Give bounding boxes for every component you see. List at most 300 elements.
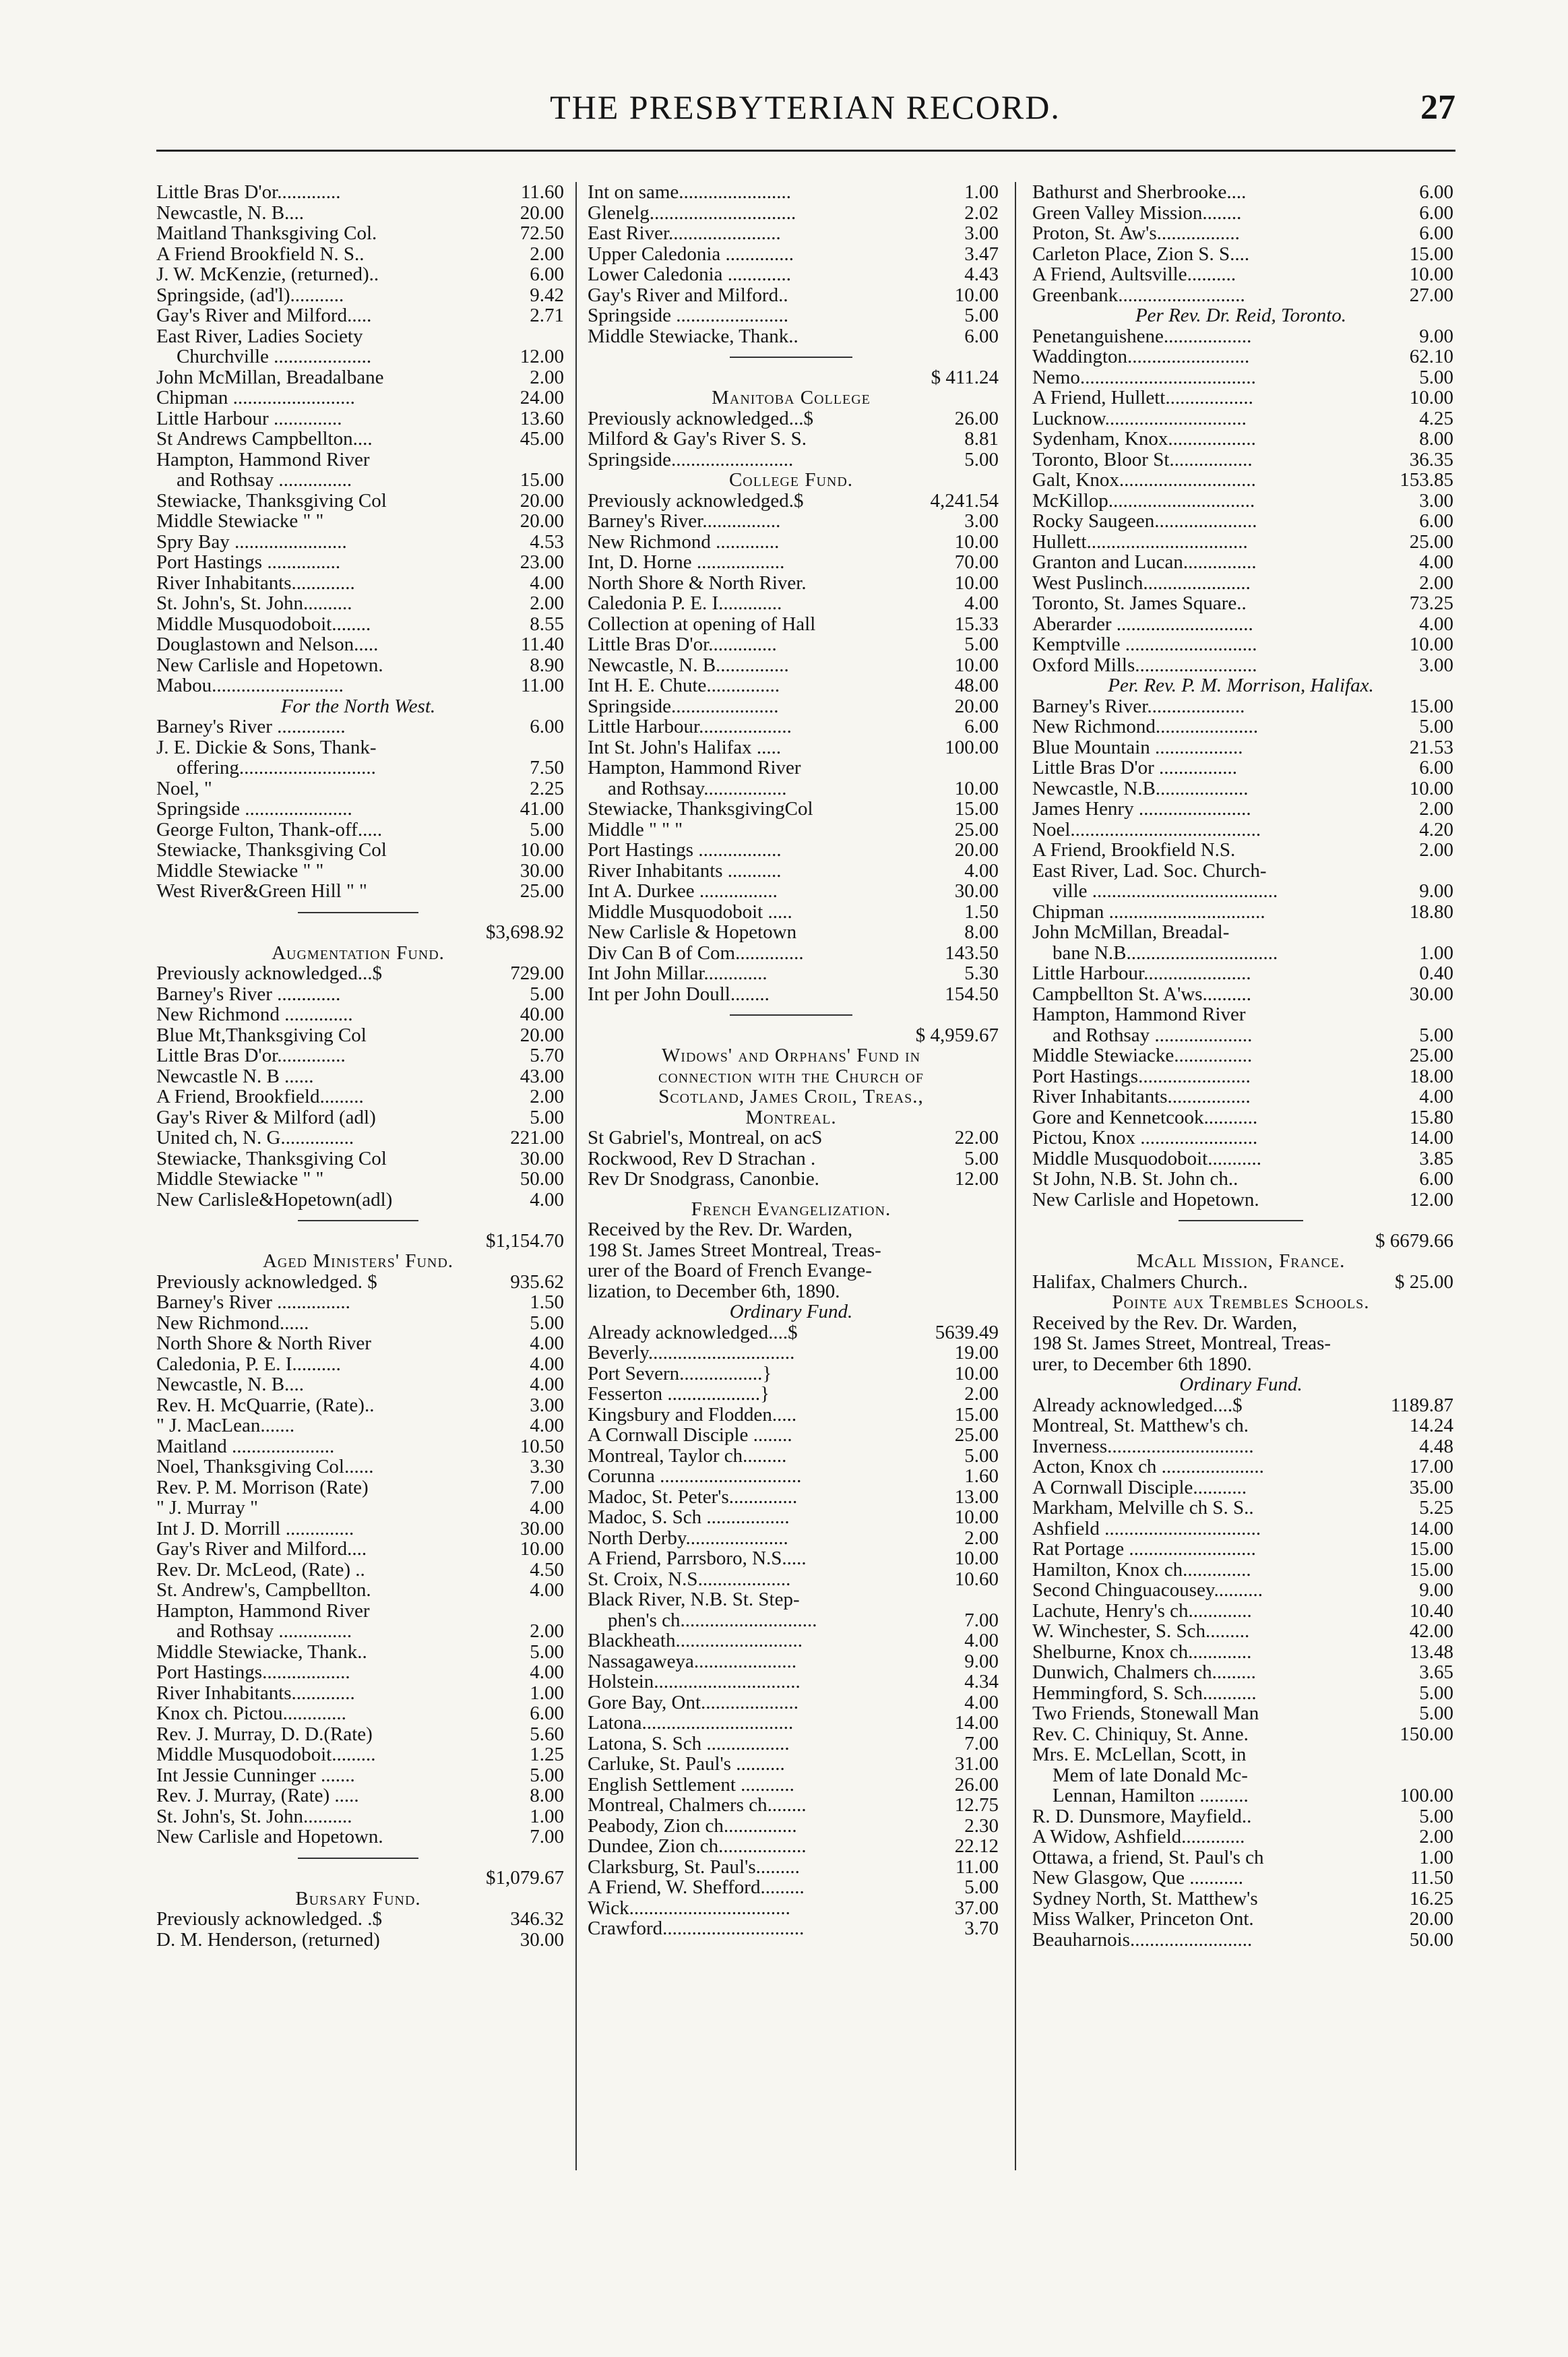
entry-amount: 154.50 <box>945 983 999 1004</box>
ledger-entry <box>156 367 564 388</box>
fund-heading <box>588 388 999 408</box>
entry-amount: 14.00 <box>1409 1518 1453 1539</box>
entry-label: Middle Stewiacke " " <box>156 511 324 532</box>
entry-label: Little Bras D'or.............. <box>588 634 777 655</box>
entry-label: Per. Rev. P. M. Morrison, Halifax. <box>1108 675 1374 696</box>
ledger-entry <box>156 1436 564 1457</box>
ledger-entry <box>1032 1149 1453 1169</box>
ledger-entry <box>156 820 564 840</box>
entry-label: Rev. J. Murray, (Rate) ..... <box>156 1785 359 1806</box>
entry-label: Noel, Thanksgiving Col...... <box>156 1457 374 1477</box>
entry-label: Ashfield ................................ <box>1032 1518 1261 1539</box>
ledger-entry <box>156 675 564 696</box>
journal-title: THE PRESBYTERIAN RECORD. <box>550 88 1061 126</box>
entry-label <box>1032 1231 1371 1252</box>
ledger-entry <box>156 1662 564 1683</box>
total-rule <box>156 1210 564 1231</box>
ledger-entry <box>588 1507 999 1528</box>
entry-label: Hampton, Hammond River <box>156 449 370 470</box>
ledger-entry <box>588 408 999 429</box>
entry-amount: 10.60 <box>954 1568 999 1589</box>
ledger-entry <box>588 1713 999 1734</box>
entry-label: Middle " " " <box>588 819 683 840</box>
entry-amount: 2.00 <box>530 1086 564 1107</box>
entry-amount <box>560 696 564 717</box>
ledger-entry <box>588 1651 999 1672</box>
entry-label: Lucknow............................. <box>1032 408 1247 429</box>
ledger-entry <box>156 1004 564 1025</box>
entry-label: Port Hastings....................... <box>1032 1066 1251 1086</box>
ledger-entry <box>156 634 564 655</box>
entry-label <box>1032 1210 1449 1231</box>
entry-label: New Richmond..................... <box>1032 716 1259 737</box>
entry-amount <box>995 346 999 367</box>
entry-amount: 3.00 <box>1419 490 1453 511</box>
entry-label: Glenelg.............................. <box>588 202 796 223</box>
ledger-entry <box>156 1785 564 1806</box>
ledger-entry <box>1032 1169 1453 1190</box>
ledger-entry <box>1032 470 1453 491</box>
entry-amount: 10.00 <box>1409 264 1453 285</box>
entry-label: Little Harbour .............. <box>156 408 342 429</box>
entry-label: Montreal, Taylor ch......... <box>588 1445 787 1466</box>
entry-label: Miss Walker, Princeton Ont. <box>1032 1909 1254 1930</box>
entry-amount: 3.00 <box>530 1395 564 1415</box>
ledger-entry <box>156 1025 564 1046</box>
ledger-entry <box>588 861 999 882</box>
entry-label: Rev. Dr. McLeod, (Rate) .. <box>156 1559 365 1580</box>
ledger-entry <box>588 675 999 696</box>
entry-label: Hampton, Hammond River <box>1032 1004 1246 1025</box>
entry-amount: $ 25.00 <box>1395 1271 1453 1292</box>
ledger-entry <box>588 820 999 840</box>
ledger-entry <box>156 1149 564 1169</box>
ledger-entry <box>1032 244 1453 265</box>
entry-amount: 6.00 <box>1419 758 1453 778</box>
entry-amount <box>1449 1292 1453 1313</box>
entry-amount: 3.70 <box>964 1918 999 1939</box>
entry-label: Port Hastings ................. <box>588 840 782 861</box>
entry-amount <box>995 470 999 491</box>
ledger-entry <box>588 491 999 512</box>
ledger-entry <box>588 1734 999 1754</box>
ledger-entry <box>588 182 999 203</box>
ledger-entry <box>1032 840 1453 861</box>
entry-label: Gore Bay, Ont.................... <box>588 1692 799 1713</box>
entry-amount: 10.00 <box>1409 634 1453 655</box>
fund-heading <box>588 470 999 491</box>
entry-label: Stewiacke, Thanksgiving Col <box>156 490 387 511</box>
entry-amount: 25.00 <box>520 881 564 902</box>
entry-amount: 15.00 <box>954 1404 999 1425</box>
entry-amount: 4.00 <box>964 1692 999 1713</box>
entry-amount: 22.00 <box>954 1128 999 1149</box>
entry-label: Middle Musquodoboit......... <box>156 1744 376 1765</box>
entry-amount: 15.33 <box>954 613 999 634</box>
entry-amount: 72.50 <box>520 223 564 244</box>
ledger-entry <box>588 429 999 450</box>
entry-amount: 4.00 <box>530 1498 564 1519</box>
fund-note <box>588 1219 999 1240</box>
entry-label: East River, Lad. Soc. Church- <box>1032 860 1267 881</box>
ledger-entry <box>1032 1889 1453 1909</box>
entry-label: A Cornwall Disciple........... <box>1032 1477 1247 1498</box>
entry-label: For the North West. <box>280 696 436 716</box>
entry-label: Peabody, Zion ch............... <box>588 1815 797 1836</box>
entry-label: Int St. John's Halifax ..... <box>588 737 782 758</box>
ledger-entry <box>588 1322 999 1343</box>
entry-label: Previously acknowledged. $ <box>156 1271 377 1292</box>
entry-label: Dunwich, Chalmers ch......... <box>1032 1662 1256 1683</box>
entry-amount: 1.00 <box>1419 942 1453 963</box>
fund-total <box>1032 1231 1453 1252</box>
ledger-entry <box>1032 984 1453 1005</box>
entry-amount: 9.00 <box>1419 326 1453 346</box>
ledger-entry <box>1032 902 1453 923</box>
entry-label: Barney's River .............. <box>156 716 346 737</box>
ledger-entry-continued <box>1032 881 1453 902</box>
entry-label: East River, Ladies Society <box>156 326 363 346</box>
ledger-entry <box>156 1930 564 1951</box>
ledger-entry-continued <box>1032 1785 1453 1806</box>
entry-label: urer, to December 6th 1890. <box>1032 1353 1252 1374</box>
entry-amount: 12.75 <box>954 1795 999 1816</box>
entry-label <box>156 922 482 943</box>
entry-amount <box>995 1107 999 1128</box>
entry-amount: 15.00 <box>1409 243 1453 264</box>
entry-amount: 26.00 <box>954 1774 999 1795</box>
entry-label: and Rothsay ............... <box>177 470 352 491</box>
ledger-entry <box>588 1466 999 1487</box>
entry-label: A Friend, Aultsville.......... <box>1032 264 1236 285</box>
entry-amount: 1.00 <box>530 1682 564 1703</box>
entry-amount <box>560 1889 564 1909</box>
entry-label: Scotland, James Croil, Treas., <box>658 1086 924 1107</box>
entry-amount <box>1449 1333 1453 1354</box>
column-divider <box>1015 182 1016 2170</box>
entry-amount: 2.00 <box>530 1621 564 1642</box>
entry-label: Int J. D. Morrill .............. <box>156 1518 354 1539</box>
entry-label: Penetanguishene.................. <box>1032 326 1252 346</box>
entry-amount: 2.00 <box>530 243 564 264</box>
entry-label: Spry Bay ....................... <box>156 531 347 552</box>
entry-label: Oxford Mills......................... <box>1032 654 1257 675</box>
page-header <box>155 88 1455 142</box>
entry-label: McKillop.............................. <box>1032 490 1255 511</box>
ledger-entry <box>1032 1436 1453 1457</box>
entry-label: New Richmond ............. <box>588 531 780 552</box>
ledger-entry <box>588 203 999 224</box>
column-2 <box>588 182 999 1939</box>
fund-total <box>156 1231 564 1252</box>
entry-amount: 4.34 <box>964 1672 999 1692</box>
entry-label: Halifax, Chalmers Church.. <box>1032 1271 1248 1292</box>
entry-amount: 2.00 <box>1419 572 1453 593</box>
ledger-entry <box>588 223 999 244</box>
ledger-entry <box>1032 1621 1453 1642</box>
entry-label: Manitoba College <box>712 388 871 408</box>
entry-label: North Shore & North River <box>156 1333 371 1354</box>
ledger-entry <box>588 552 999 573</box>
ledger-entry-continued <box>156 346 564 367</box>
entry-label: New Glasgow, Que ........... <box>1032 1868 1244 1889</box>
ledger-entry <box>156 203 564 224</box>
ledger-entry <box>588 532 999 553</box>
ledger-entry <box>156 1498 564 1519</box>
entry-label: A Friend, Brookfield N.S. <box>1032 840 1236 861</box>
entry-label: Chipman ................................ <box>1032 901 1265 922</box>
entry-label: Rev. J. Murray, D. D.(Rate) <box>156 1723 373 1744</box>
entry-label: Montreal, Chalmers ch........ <box>588 1795 807 1816</box>
entry-label: 198 St. James Street, Montreal, Treas- <box>1032 1333 1331 1354</box>
entry-amount: 9.00 <box>964 1651 999 1672</box>
entry-amount: 9.42 <box>530 284 564 305</box>
entry-amount: 6.00 <box>1419 1169 1453 1190</box>
entry-amount: 3.30 <box>530 1457 564 1477</box>
ledger-entry <box>1032 367 1453 388</box>
entry-amount: $ 6679.66 <box>1375 1230 1453 1251</box>
ledger-entry <box>156 778 564 799</box>
ledger-entry <box>588 1528 999 1549</box>
entry-label: Aged Ministers' Fund. <box>262 1251 454 1272</box>
ledger-entry <box>156 305 564 326</box>
column-divider <box>575 182 577 2170</box>
ledger-entry <box>1032 182 1453 203</box>
ledger-entry <box>156 223 564 244</box>
entry-amount: 10.00 <box>954 1507 999 1528</box>
ledger-entry <box>588 1630 999 1651</box>
entry-amount: 10.00 <box>954 654 999 675</box>
entry-label: Lachute, Henry's ch............. <box>1032 1600 1252 1621</box>
entry-amount: 6.00 <box>1419 182 1453 203</box>
ledger-entry <box>1032 1128 1453 1149</box>
entry-label: Port Hastings.................. <box>156 1662 350 1683</box>
ledger-entry <box>588 799 999 820</box>
ledger-entry <box>588 285 999 306</box>
entry-amount: 19.00 <box>954 1343 999 1364</box>
entry-label: Rev Dr Snodgrass, Canonbie. <box>588 1169 819 1190</box>
entry-amount: 14.00 <box>1409 1128 1453 1149</box>
entry-label: A Friend, Hullett.................. <box>1032 388 1253 408</box>
entry-label: Dundee, Zion ch.................. <box>588 1836 807 1857</box>
entry-label: Little Bras D'or.............. <box>156 1045 346 1066</box>
entry-label: Newcastle N. B ...... <box>156 1066 314 1086</box>
entry-amount: 1.00 <box>964 182 999 203</box>
entry-amount: $ 4,959.67 <box>915 1024 999 1045</box>
entry-amount <box>995 1045 999 1066</box>
entry-amount: 22.12 <box>954 1836 999 1857</box>
entry-label: Barney's River................ <box>588 511 781 532</box>
entry-amount: 4.00 <box>530 1580 564 1601</box>
entry-amount: 6.00 <box>964 326 999 346</box>
entry-amount <box>560 1210 564 1231</box>
entry-label: Knox ch. Pictou............. <box>156 1703 346 1724</box>
entry-amount <box>995 1281 999 1302</box>
ledger-entry <box>588 614 999 635</box>
ledger-entry <box>1032 1580 1453 1601</box>
entry-label: Sydenham, Knox.................. <box>1032 429 1256 450</box>
ledger-entry <box>156 1806 564 1827</box>
entry-label: Rat Portage .......................... <box>1032 1539 1256 1560</box>
entry-label: Carluke, St. Paul's .......... <box>588 1754 785 1775</box>
ledger-entry <box>156 244 564 265</box>
entry-amount: 35.00 <box>1409 1477 1453 1498</box>
ledger-entry <box>156 1724 564 1745</box>
entry-amount <box>1449 1251 1453 1272</box>
entry-label: Int John Millar............. <box>588 963 767 984</box>
entry-label: lization, to December 6th, 1890. <box>588 1281 840 1302</box>
entry-amount: 2.02 <box>964 202 999 223</box>
ledger-entry <box>1032 346 1453 367</box>
entry-amount: 1.25 <box>530 1744 564 1765</box>
entry-amount: 20.00 <box>520 490 564 511</box>
entry-label: Latona............................... <box>588 1713 794 1734</box>
entry-amount: 50.00 <box>520 1169 564 1190</box>
entry-label: Douglastown and Nelson..... <box>156 634 379 655</box>
entry-amount: 4.00 <box>530 1662 564 1683</box>
ledger-entry <box>588 1589 999 1610</box>
entry-amount <box>560 1601 564 1622</box>
entry-amount <box>995 1589 999 1610</box>
entry-amount: 12.00 <box>1409 1189 1453 1210</box>
total-rule <box>156 1847 564 1868</box>
entry-label: Previously acknowledged...$ <box>588 408 814 429</box>
ledger-entry <box>156 1272 564 1293</box>
entry-label: Ordinary Fund. <box>729 1302 853 1322</box>
entry-amount: 4.00 <box>964 593 999 614</box>
entry-amount <box>560 1251 564 1272</box>
entry-label: Barney's River ............. <box>156 983 341 1004</box>
column-3 <box>1032 182 1453 1950</box>
ledger-entry <box>1032 799 1453 820</box>
entry-amount: 20.00 <box>954 696 999 716</box>
entry-amount: 6.00 <box>1419 511 1453 532</box>
ledger-entry <box>588 922 999 943</box>
entry-label: New Carlisle and Hopetown. <box>156 654 383 675</box>
ledger-entry <box>588 264 999 285</box>
entry-amount: 15.00 <box>1409 1539 1453 1560</box>
entry-amount <box>995 1240 999 1261</box>
entry-amount: 25.00 <box>954 1425 999 1446</box>
ledger-entry <box>1032 1415 1453 1436</box>
ledger-entry <box>1032 634 1453 655</box>
ledger-entry <box>588 1548 999 1569</box>
ledger-entry <box>588 902 999 923</box>
entry-label: Campbellton St. A'ws.......... <box>1032 983 1252 1004</box>
ledger-entry <box>1032 963 1453 984</box>
entry-label: Milford & Gay's River S. S. <box>588 429 807 450</box>
entry-amount: 45.00 <box>520 429 564 450</box>
entry-label: A Widow, Ashfield............. <box>1032 1827 1245 1847</box>
entry-label: Middle Musquodoboit........... <box>1032 1148 1261 1169</box>
entry-amount: 11.00 <box>520 675 564 696</box>
entry-label: George Fulton, Thank-off..... <box>156 819 383 840</box>
entry-label: Hampton, Hammond River <box>588 758 801 778</box>
entry-label: New Carlisle & Hopetown <box>588 922 797 943</box>
entry-amount: 221.00 <box>510 1128 564 1149</box>
entry-amount: 3.85 <box>1419 1148 1453 1169</box>
entry-amount: 30.00 <box>520 1148 564 1169</box>
ledger-entry <box>1032 1066 1453 1087</box>
entry-label: Hamilton, Knox ch.............. <box>1032 1559 1251 1580</box>
column-1 <box>156 182 564 1950</box>
entry-amount: 30.00 <box>954 881 999 902</box>
entry-label: Fesserton ...................} <box>588 1384 770 1405</box>
ledger-entry <box>588 593 999 614</box>
ledger-entry <box>156 1415 564 1436</box>
entry-amount: 10.40 <box>1409 1600 1453 1621</box>
ledger-entry <box>588 1918 999 1939</box>
entry-amount: 15.80 <box>1409 1107 1453 1128</box>
entry-amount: 41.00 <box>520 799 564 820</box>
entry-amount: 10.00 <box>954 778 999 799</box>
fund-total <box>156 1868 564 1889</box>
ledger-entry <box>156 532 564 553</box>
entry-amount: $ 411.24 <box>931 367 999 388</box>
entry-amount: 20.00 <box>520 511 564 532</box>
entry-amount: 1.50 <box>530 1292 564 1313</box>
entry-amount: 100.00 <box>945 737 999 758</box>
entry-label: D. M. Henderson, (returned) <box>156 1929 380 1950</box>
entry-label: urer of the Board of French Evange- <box>588 1260 872 1281</box>
entry-amount: 37.00 <box>954 1897 999 1918</box>
entry-amount: 30.00 <box>520 1929 564 1950</box>
ledger-entry <box>1032 1868 1453 1889</box>
entry-label: Mem of late Donald Mc- <box>1053 1765 1248 1785</box>
entry-label: Int A. Durkee ................ <box>588 881 778 902</box>
entry-amount <box>1449 305 1453 326</box>
ledger-entry <box>1032 737 1453 758</box>
entry-label: Madoc, S. Sch ................. <box>588 1507 790 1528</box>
ledger-entry-continued <box>156 470 564 491</box>
entry-label: Holstein.............................. <box>588 1672 801 1692</box>
entry-label: Upper Caledonia .............. <box>588 243 794 264</box>
entry-label: Waddington......................... <box>1032 346 1250 367</box>
fund-heading <box>156 943 564 964</box>
ledger-entry <box>1032 388 1453 408</box>
ledger-entry <box>588 1877 999 1898</box>
entry-label: Newcastle, N.B................... <box>1032 778 1249 799</box>
entry-amount: 143.50 <box>945 942 999 963</box>
entry-amount: 4.20 <box>1419 819 1453 840</box>
ledger-entry <box>156 593 564 614</box>
entry-amount <box>1449 922 1453 943</box>
ledger-entry <box>588 244 999 265</box>
ledger-entry <box>1032 429 1453 450</box>
ledger-entry <box>1032 1909 1453 1930</box>
entry-amount <box>1449 675 1453 696</box>
subheading <box>1032 675 1453 696</box>
ledger-entry <box>156 1086 564 1107</box>
entry-amount: 15.00 <box>1409 1559 1453 1580</box>
ledger-entry <box>588 1405 999 1426</box>
entry-amount <box>560 737 564 758</box>
entry-label: Newcastle, N. B............... <box>588 654 789 675</box>
ledger-entry <box>588 573 999 594</box>
entry-amount: 2.00 <box>530 367 564 388</box>
ledger-entry <box>1032 778 1453 799</box>
fund-note <box>1032 1313 1453 1334</box>
total-rule <box>1032 1210 1453 1231</box>
entry-amount: 4.53 <box>530 531 564 552</box>
entry-label: Middle Stewiacke................ <box>1032 1045 1253 1066</box>
fund-heading <box>1032 1292 1453 1313</box>
ledger-entry-continued <box>1032 943 1453 964</box>
entry-amount: 5.30 <box>964 963 999 984</box>
entry-amount: 7.00 <box>964 1733 999 1754</box>
entry-amount: 15.00 <box>520 470 564 491</box>
fund-note <box>588 1240 999 1261</box>
